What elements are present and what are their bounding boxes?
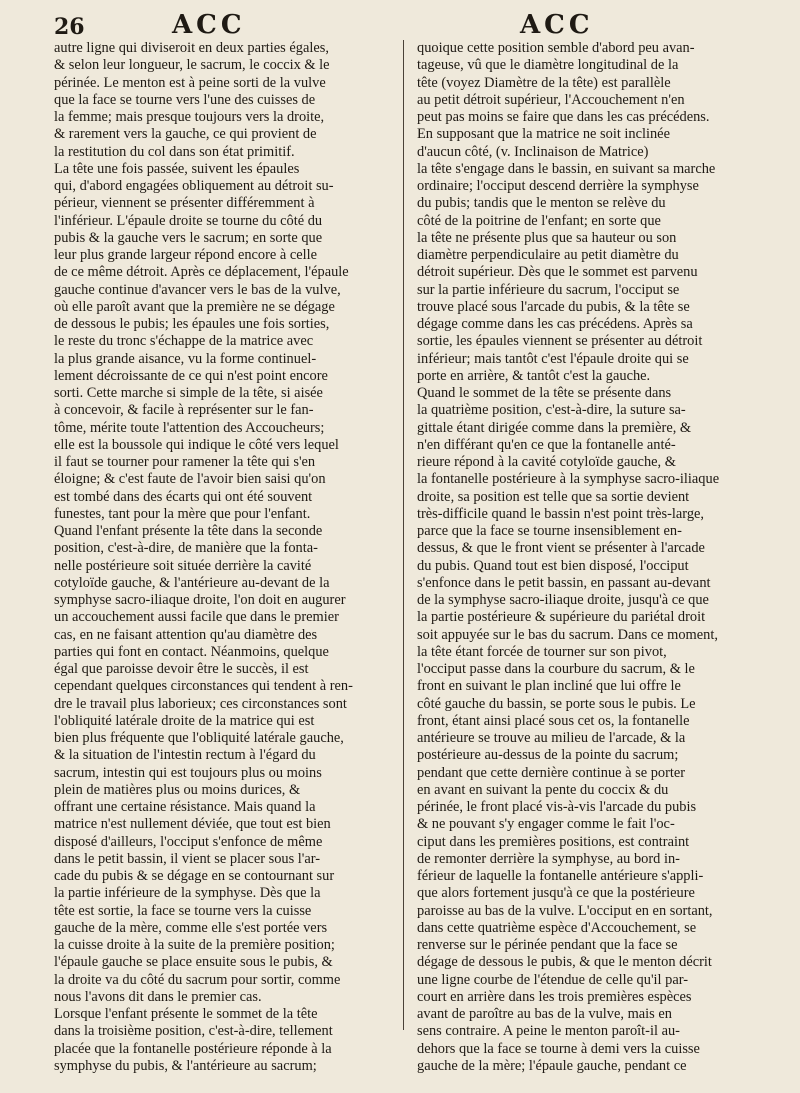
text-line: éloigne; & c'est faute de l'avoir bien saisi qu'on — [54, 471, 326, 488]
text-line: la restitution du col dans son état primitif. — [54, 143, 295, 160]
text-line: gauche de la mère, comme elle s'est portée vers — [54, 919, 328, 936]
text-line: tôme, mérite toute l'attention des Accoucheurs; — [54, 419, 325, 436]
text-line: cependant quelques circonstances qui tendent à ren- — [54, 678, 353, 695]
text-line: s'enfonce dans le petit bassin, en passant au-devant — [417, 574, 711, 591]
text-line: du pubis. Quand tout est bien disposé, l'occiput — [417, 557, 689, 574]
text-line: position, c'est-à-dire, de manière que la fonta- — [54, 540, 318, 557]
text-line: dehors que la face se tourne à demi vers la cuisse — [417, 1040, 700, 1057]
text-line: funestes, tant pour la mère que pour l'enfant. — [54, 505, 311, 522]
text-line: pubis & la gauche vers le sacrum; en sorte que — [54, 229, 323, 246]
text-line: n'en différant qu'en ce que la fontanelle anté- — [417, 436, 676, 453]
text-line: En supposant que la matrice ne soit inclinée — [417, 126, 670, 143]
text-line: dans la troisième position, c'est-à-dire, tellement — [54, 1023, 333, 1040]
text-line: la cuisse droite à la suite de la première position; — [54, 937, 335, 953]
text-line: & selon leur longueur, le sacrum, le coccix & le — [54, 57, 330, 74]
text-line: la partie inférieure de la symphyse. Dès que la — [54, 885, 321, 902]
text-line: autre ligne qui diviseroit en deux parties égales, — [54, 40, 329, 56]
text-line: cade du pubis & se dégage en se contournant sur — [54, 868, 335, 884]
page-number: 26 — [54, 14, 85, 40]
text-line: cas, en ne faisant attention qu'au diamètre des — [54, 626, 318, 643]
text-line: la plus grande aisance, vu la forme continuel- — [54, 350, 317, 367]
text-line: détroit supérieur. Dès que le sommet est parvenu — [417, 264, 698, 281]
text-line: du pubis; tandis que le menton se relève du — [417, 195, 666, 212]
text-line: diamètre perpendiculaire au petit diamètre du — [417, 247, 679, 263]
text-line: soit appuyée sur le bas du sacrum. Dans ce moment, — [417, 626, 718, 643]
text-line: dégage de dessous le pubis, & que le menton décrit — [417, 954, 712, 971]
text-line: est tombé dans des écarts qui ont été souvent — [54, 488, 313, 505]
text-line: matrice n'est nullement déviée, que tout est bien — [54, 816, 331, 833]
text-line: gauche de la mère; l'épaule gauche, pendant ce — [417, 1057, 687, 1074]
text-line: Lorsque l'enfant présente le sommet de la tête — [54, 1006, 318, 1022]
text-line: sur la partie inférieure du sacrum, l'occiput se — [417, 281, 680, 298]
text-line: tête est sortie, la face se tourne vers la cuisse — [54, 902, 312, 919]
text-line: front, étant ainsi placé sous cet os, la fontanelle — [417, 712, 690, 729]
text-line: d'aucun côté, (v. Inclinaison de Matrice) — [417, 143, 649, 160]
text-line: férieur de laquelle la fontanelle antérieure s'appli- — [417, 868, 704, 884]
text-line: la droite va du côté du sacrum pour sortir, comme — [54, 971, 341, 988]
text-line: la quatrième position, c'est-à-dire, la suture sa- — [417, 402, 686, 419]
text-line: porte en arrière, & tantôt c'est la gauche. — [417, 367, 651, 384]
left-column — [54, 40, 392, 1075]
text-line: sortie, les épaules viennent se présenter au détroit — [417, 333, 703, 350]
text-line: la fontanelle postérieure à la symphyse sacro-iliaque — [417, 471, 720, 488]
text-line: nelle postérieure soit située derrière la cavité — [54, 557, 312, 574]
text-line: elle est la boussole qui indique le côté vers lequel — [54, 436, 339, 453]
text-line: & ne pouvant s'y engager comme le fait l'oc- — [417, 816, 675, 833]
text-line: symphyse du pubis, & l'antérieure au sacrum; — [54, 1057, 317, 1074]
running-head-right: ACC — [520, 10, 594, 40]
text-line: postérieure au-dessus de la pointe du sacrum; — [417, 747, 679, 764]
text-line: côté gauche du bassin, se porte sous le pubis. Le — [417, 695, 696, 712]
text-line: lement décroissante de ce qui n'est point encore — [54, 367, 328, 384]
text-line: où elle paroît avant que la première ne se dégage — [54, 298, 335, 315]
text-line: parce que la face se tourne insensiblement en- — [417, 523, 682, 539]
text-line: nous l'avons dit dans le premier cas. — [54, 988, 262, 1005]
text-line: que alors fortement jusqu'à ce que la postérieure — [417, 885, 695, 902]
right-column — [417, 40, 757, 1075]
text-line: front en suivant le plan incliné que lui offre le — [417, 678, 681, 695]
text-line: avant de paroître au bas de la vulve, mais en — [417, 1006, 672, 1022]
text-line: gittale étant dirigée comme dans la première, & — [417, 419, 692, 436]
text-line: gauche continue d'avancer vers le bas de la vulve, — [54, 281, 341, 298]
text-line: la tête s'engage dans le bassin, en suivant sa marche — [417, 160, 716, 177]
text-line: quoique cette position semble d'abord peu avan- — [417, 40, 695, 56]
text-line: un accouchement aussi facile que dans le premier — [54, 609, 339, 626]
text-line: & la situation de l'intestin rectum à l'égard du — [54, 747, 316, 764]
text-line: renverse sur le périnée pendant que la face se — [417, 937, 678, 953]
text-line: inférieur; mais tantôt c'est l'épaule droite qui se — [417, 350, 689, 367]
text-line: rieure répond à la cavité cotyloïde gauche, & — [417, 454, 676, 470]
text-line: dre le travail plus laborieux; ces circonstances sont — [54, 695, 347, 712]
text-line: dégage comme dans les cas précédens. Après sa — [417, 316, 693, 332]
text-line: périeur, viennent se présenter différemment à — [54, 195, 315, 212]
running-head-left: ACC — [172, 10, 246, 40]
text-line: ciput dans les premières positions, est contraint — [417, 833, 690, 850]
text-line: plein de matières plus ou moins durices, & — [54, 781, 301, 798]
text-line: dans cette quatrième espèce d'Accouchement, se — [417, 919, 697, 936]
text-line: Quand le sommet de la tête se présente dans — [417, 385, 672, 401]
text-line: droite, sa position est telle que sa sortie devient — [417, 488, 690, 505]
text-line: que la face se tourne vers l'une des cuisses de — [54, 91, 316, 108]
text-line: placée que la fontanelle postérieure réponde à la — [54, 1040, 332, 1057]
text-line: l'épaule gauche se place ensuite sous le pubis, & — [54, 954, 333, 971]
text-line: bien plus fréquente que l'obliquité latérale gauche, — [54, 730, 344, 746]
text-line: très-difficile quand le bassin n'est point très-large, — [417, 505, 704, 522]
text-line: La tête une fois passée, suivent les épaules — [54, 160, 300, 177]
text-line: la partie postérieure & supérieure du pariétal droit — [417, 609, 706, 626]
text-line: parties qui font en contact. Néanmoins, quelque — [54, 643, 329, 660]
text-line: égal que paroisse devoir être le succès, il est — [54, 661, 309, 677]
text-line: une ligne courbe de l'étendue de celle qu'il par- — [417, 971, 689, 988]
text-line: de ce même détroit. Après ce déplacement, l'épaule — [54, 264, 349, 281]
text-line: trouve placé sous l'arcade du pubis, & la tête se — [417, 298, 690, 315]
text-line: cotyloïde gauche, & l'antérieure au-devant de la — [54, 574, 330, 591]
text-line: peut pas moins se faire que dans les cas précédens. — [417, 109, 710, 125]
text-line: de dessous le pubis; les épaules une fois sorties, — [54, 316, 330, 332]
text-line: il faut se tourner pour ramener la tête qui s'en — [54, 454, 316, 470]
text-line: de remonter derrière la symphyse, au bord in- — [417, 850, 680, 867]
text-line: qui, d'abord engagées obliquement au détroit su- — [54, 178, 334, 194]
text-line: au petit détroit supérieur, l'Accouchement n'en — [417, 91, 685, 108]
column-divider — [403, 40, 404, 1030]
text-line: pendant que cette dernière continue à se porter — [417, 764, 686, 781]
text-line: & rarement vers la gauche, ce qui provient de — [54, 126, 317, 143]
text-line: l'obliquité latérale droite de la matrice qui est — [54, 712, 315, 729]
text-line: le reste du tronc s'échappe de la matrice avec — [54, 333, 314, 350]
text-line: périnée. Le menton est à peine sorti de la vulve — [54, 74, 326, 91]
text-line: leur plus grande largeur répond encore à celle — [54, 247, 318, 263]
text-line: l'inférieur. L'épaule droite se tourne du côté du — [54, 212, 323, 229]
text-line: Quand l'enfant présente la tête dans la seconde — [54, 523, 323, 539]
text-line: court en arrière dans les trois premières espèces — [417, 988, 692, 1005]
text-line: sacrum, intestin qui est toujours plus ou moins — [54, 764, 322, 781]
text-line: antérieure se trouve au milieu de l'arcade, & la — [417, 730, 686, 746]
text-line: dans le petit bassin, il vient se placer sous l'ar- — [54, 850, 321, 867]
text-line: offrant une certaine résistance. Mais quand la — [54, 799, 316, 815]
text-line: dessus, & que le front vient se présenter à l'arcade — [417, 540, 705, 557]
text-line: la tête ne présente plus que sa hauteur ou son — [417, 229, 677, 246]
text-line: côté de la poitrine de l'enfant; en sorte que — [417, 212, 661, 229]
text-line: la tête étant forcée de tourner sur son pivot, — [417, 643, 667, 660]
text-line: ordinaire; l'occiput descend derrière la symphyse — [417, 178, 699, 194]
text-line: tageuse, vû que le diamètre longitudinal de la — [417, 57, 679, 74]
text-line: symphyse sacro-iliaque droite, l'on doit en augurer — [54, 592, 346, 608]
text-line: tête (voyez Diamètre de la tête) est parallèle — [417, 74, 671, 91]
text-line: l'occiput passe dans la courbure du sacrum, & le — [417, 661, 695, 677]
text-line: en avant en suivant la pente du coccix & du — [417, 781, 669, 798]
text-line: périnée, le front placé vis-à-vis l'arcade du pubis — [417, 799, 697, 815]
text-line: sorti. Cette marche si simple de la tête, si aisée — [54, 385, 323, 401]
text-line: paroisse au bas de la vulve. L'occiput en en sortant, — [417, 902, 713, 919]
text-line: de la symphyse sacro-iliaque droite, jusqu'à ce que — [417, 592, 709, 608]
text-line: la femme; mais presque toujours vers la droite, — [54, 109, 325, 125]
text-line: disposé d'ailleurs, l'occiput s'enfonce de même — [54, 833, 323, 850]
text-line: à concevoir, & facile à représenter sur le fan- — [54, 402, 314, 419]
text-line: sens contraire. A peine le menton paroît-il au- — [417, 1023, 680, 1040]
